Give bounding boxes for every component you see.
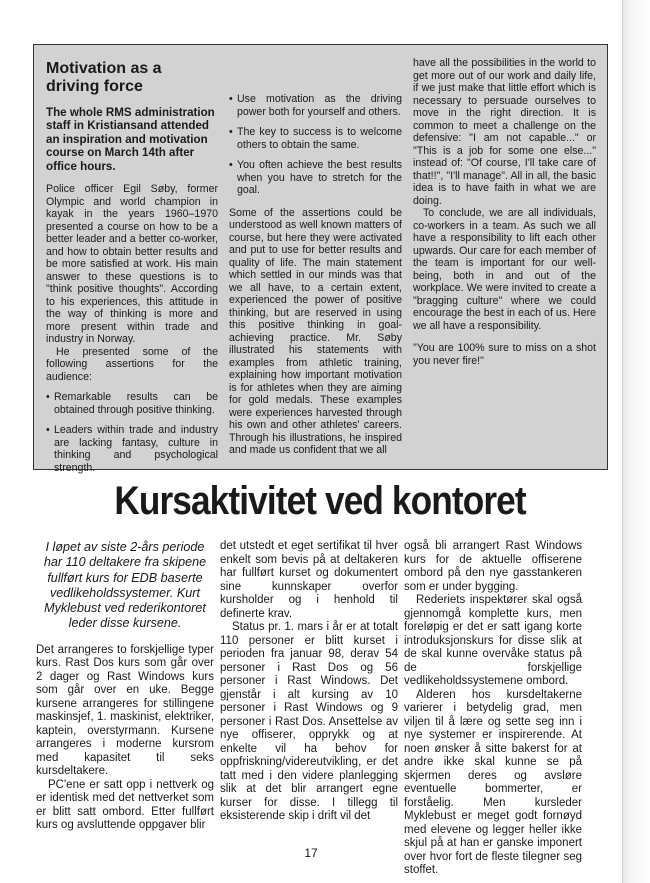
bullet-icon: • bbox=[46, 391, 50, 404]
box-bullet bbox=[229, 126, 402, 151]
box-column-2 bbox=[229, 57, 402, 457]
box-paragraph: To conclude, we are all individuals, co-workers in a team. As such we all have a responsibility to lift each other upwards. Our care for each member of the team is important for our well-being, both in and out of the workplace. We were invited to create a "bragging culture" where we could encourage the best in each of us. Here we all have a responsibility. bbox=[413, 207, 596, 332]
article-paragraph: Alderen hos kursdeltakerne varierer i betydelig grad, men viljen til å lære og sette seg inn i nye systemer er inspirerende. At noen ønsker å sitte bakerst for at andre ikke skal kunne se på skjermen deres og avsløre eventuelle bommerter, er forståelig. Men kursleder Myklebust er meget godt fornøyd med elevene og legger heller ikke skjul på at han er ganske imponert over hvor fort de fleste tilegner seg stoffet. bbox=[404, 688, 582, 876]
box-lead: The whole RMS administration staff in Kristiansand attended an inspiration and motivation course on March 14th after office hours. bbox=[46, 106, 215, 173]
box-paragraph: He presented some of the following assertions for the audience: bbox=[46, 345, 218, 383]
article-paragraph: Det arrangeres to forskjellige typer kurs. Rast Dos kurs som går over 2 dager og Rast Windows kurs som går over en uke. Begge kursene arrangeres for stillingene maskinsjef, 1. maskinist, elektriker, kaptein, overstyrmann. Kursene arrangeres i moderne kursrom med kapasitet til seks kursdeltakere. bbox=[36, 643, 214, 778]
box-bullet bbox=[46, 391, 218, 416]
box-column-3 bbox=[413, 57, 596, 367]
article-paragraph: Status pr. 1. mars i år er at totalt 110 personer er blitt kurset i perioden fra januar 98, derav 54 personer i Rast Dos og 56 personer i Rast Windows. Det gjenstår i alt kursing av 10 personer i Rast Windows og 9 personer i Rast Dos. Ansettelse av nye offiserer, opprykk og at enkelte vil ha behov for oppfriskning/videreutvikling, er det tatt med i den videre planlegging slik at det blir arrangert egne kurser for disse. I tillegg til eksisterende skip i drift vil det bbox=[220, 621, 398, 822]
box-bullet bbox=[46, 424, 218, 474]
page-number: 17 bbox=[304, 846, 318, 860]
page-edge-shadow bbox=[622, 0, 650, 883]
bullet-text: Use motivation as the driving power both for yourself and others. bbox=[237, 93, 402, 118]
box-quote: "You are 100% sure to miss on a shot you never fire!" bbox=[413, 342, 596, 367]
bullet-text: Remarkable results can be obtained through positive thinking. bbox=[54, 391, 218, 416]
box-bullet bbox=[229, 93, 402, 118]
bullet-icon: • bbox=[229, 93, 233, 105]
box-bullet bbox=[229, 159, 402, 197]
article-intro: I løpet av siste 2-års periode har 110 deltakere fra skipene fullført kurs for EDB baserte vedlikeholdssystemer. Kurt Myklebust ved rederikontoret leder disse kursene. bbox=[43, 540, 207, 631]
box-paragraph: Police officer Egil Søby, former Olympic and world champion in kayak in the years 1960–1970 presented a course on how to be a better leader and a better co-worker, and how to obtain better results and be more satisfied at work. His main answer to these questions is to "think positive thoughts". According to his experiences, this attitude in the way of thinking is more and more present within trade and industry in Norway. bbox=[46, 183, 218, 346]
article-column-3 bbox=[404, 540, 582, 878]
bullet-text: You often achieve the best results when you have to stretch for the goal. bbox=[237, 159, 402, 196]
bullet-icon: • bbox=[229, 159, 233, 171]
continued-paragraph: have all the possibilities in the world to get more out of our work and daily life, if we just make that little effort which is necessary to persuade ourselves to move in the right direction. It is common to meet a challenge on the defensive: "I am not capable..." or "This is a job for some one else..." instead of: "Of course, I'll take care of that!!", "I'll manage". All in all, the basic idea is to have faith in what we are doing. bbox=[413, 57, 596, 207]
box-title: Motivation as a driving force bbox=[46, 60, 162, 95]
box-paragraph: Some of the assertions could be understood as well known matters of course, but here they were activated and put to use for better results and quality of life. The main statement which settled in our minds was that we all have, to a certain extent, experienced the power of positive thinking, but are reserved in using this positive thinking in goal-achieving practice. Mr. Søby illustrated his statements with examples from athletic training, explaining how important motivation is for athletes when they are aiming for gold medals. These examples were experiences harvested through his own and other athletes' careers. Through his illustrations, he inspired and made us confident that we all bbox=[229, 206, 402, 456]
bullet-text: The key to success is to welcome others to obtain the same. bbox=[237, 126, 402, 151]
bullet-icon: • bbox=[46, 424, 50, 437]
continued-paragraph: også bli arrangert Rast Windows kurs for de aktuelle offiserene ombord på den nye gasstankeren som er under bygging. bbox=[404, 540, 582, 593]
bullet-icon: • bbox=[229, 126, 233, 138]
motivation-sidebar-box bbox=[33, 44, 608, 474]
article-paragraph: Rederiets inspektører skal også gjennomgå komplette kurs, men foreløpig er det er satt igang korte introduksjonskurs for disse slik at de skal kunne overvåke status på de forskjellige vedlikeholdssystemene ombord. bbox=[404, 594, 582, 687]
article-paragraph: PC'ene er satt opp i nettverk og er identisk med det nettverket som er blitt satt ombord. Etter fullført kurs og avsluttende oppgaver blir bbox=[36, 778, 214, 832]
continued-paragraph: det utstedt et eget sertifikat til hver enkelt som bevis på at deltakeren har fullført kurset og dokumentert sine kunnskaper overfor kursholder og i henhold til definerte krav. bbox=[220, 540, 398, 620]
article-headline: Kursaktivitet ved kontoret bbox=[114, 479, 526, 523]
article-column-1 bbox=[36, 540, 214, 833]
box-column-1 bbox=[46, 55, 218, 474]
bullet-text: Leaders within trade and industry are lacking fantasy, culture in thinking and psychological strength. bbox=[54, 424, 218, 474]
article-column-2 bbox=[220, 540, 398, 824]
